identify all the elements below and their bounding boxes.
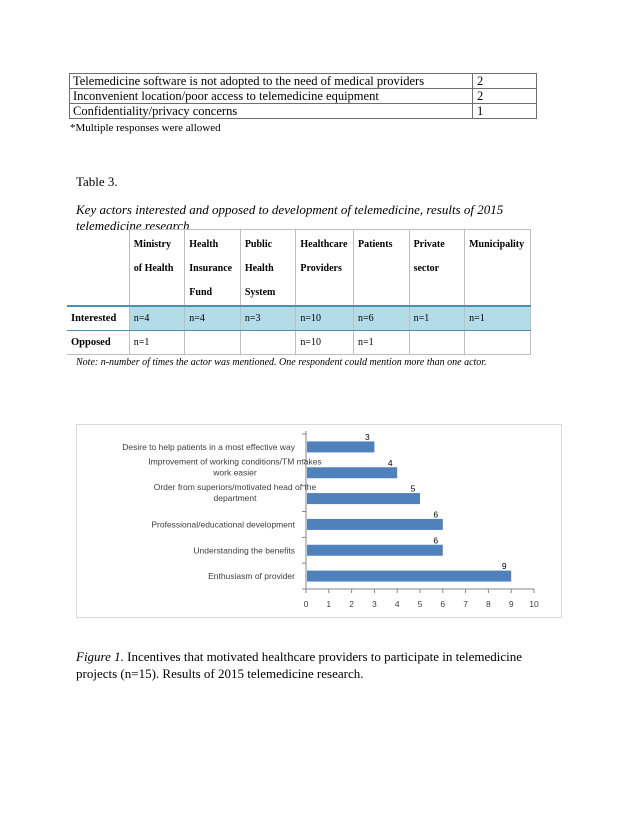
figure-label: Figure 1. (76, 649, 124, 664)
table-cell: n=6 (354, 306, 410, 331)
barrier-count: 2 (473, 89, 537, 104)
header-ministry-of-health: Ministry of Health (129, 230, 185, 307)
category-label: Enthusiasm of provider (208, 571, 295, 582)
category-label: Order from superiors/motivated head of the (153, 482, 317, 493)
x-tick-label: 1 (326, 599, 332, 609)
table-note: Note: n-number of times the actor was mentioned. One respondent could mention more than one actor. (76, 357, 487, 368)
bar (307, 441, 374, 452)
header-municipality: Municipality (465, 230, 531, 307)
data-label: 6 (433, 535, 439, 546)
barrier-count: 1 (473, 104, 537, 119)
x-tick-label: 8 (486, 599, 491, 609)
table-cell (240, 331, 296, 355)
category-label: Professional/educational development (151, 519, 295, 530)
header-patients: Patients (354, 230, 410, 307)
table-row (70, 74, 537, 89)
figure-caption-text: Incentives that motivated healthcare providers to participate in telemedicine projects (n=15). Results of 2015 telemedicine research. (76, 649, 523, 681)
category-label: department (213, 493, 257, 504)
barrier-count: 2 (473, 74, 537, 89)
figure-caption (76, 648, 566, 682)
barrier-label: Telemedicine software is not adopted to the need of medical providers (70, 74, 473, 89)
barriers-table (69, 73, 537, 119)
table-cell: n=1 (354, 331, 410, 355)
x-tick-label: 2 (349, 599, 354, 609)
table-caption: Key actors interested and opposed to development of telemedicine, results of 2015 telemedicine research (76, 202, 504, 233)
header-health-insurance-fund: Health Insurance Fund (185, 230, 241, 307)
table-row-opposed (67, 331, 531, 355)
table-note: *Multiple responses were allowed (70, 122, 221, 134)
bar (307, 493, 420, 504)
row-label: Interested (67, 306, 129, 331)
table-cell: n=4 (129, 306, 185, 331)
table-row (70, 89, 537, 104)
table-title: Table 3. (76, 174, 118, 189)
bar (307, 519, 443, 530)
barrier-label: Confidentiality/privacy concerns (70, 104, 473, 119)
table-row-interested (67, 306, 531, 331)
category-label: work easier (213, 467, 257, 478)
table-cell (409, 331, 465, 355)
bar (307, 571, 511, 582)
table-cell: n=10 (296, 331, 354, 355)
category-label: Desire to help patients in a most effective way (122, 441, 295, 452)
bar (307, 467, 397, 478)
data-label: 6 (433, 509, 439, 520)
key-actors-table (67, 229, 531, 355)
incentives-chart (76, 424, 562, 618)
header-healthcare-providers: Healthcare Providers (296, 230, 354, 307)
data-label: 3 (365, 431, 370, 442)
bar (307, 545, 443, 556)
table-cell (185, 331, 241, 355)
x-tick-label: 6 (440, 599, 446, 609)
table-cell: n=1 (409, 306, 465, 331)
table-row (70, 104, 537, 119)
data-label: 9 (501, 561, 507, 572)
chart-svg (77, 425, 561, 617)
x-tick-label: 4 (394, 599, 400, 609)
table-cell: n=1 (129, 331, 185, 355)
x-tick-label: 3 (372, 599, 377, 609)
table-cell: n=1 (465, 306, 531, 331)
x-tick-label: 9 (508, 599, 514, 609)
header-row (67, 230, 531, 307)
table-cell: n=10 (296, 306, 354, 331)
data-label: 5 (410, 483, 416, 494)
table-cell: n=4 (185, 306, 241, 331)
header-private-sector: Private sector (409, 230, 465, 307)
x-tick-label: 10 (529, 599, 539, 609)
x-tick-label: 5 (417, 599, 423, 609)
x-tick-label: 7 (463, 599, 468, 609)
row-label: Opposed (67, 331, 129, 355)
corner-cell (67, 230, 129, 307)
header-public-health-system: Public Health System (240, 230, 296, 307)
category-label: Improvement of working conditions/TM makes (148, 456, 322, 467)
table-cell: n=3 (240, 306, 296, 331)
category-label: Understanding the benefits (193, 545, 295, 556)
barrier-label: Inconvenient location/poor access to telemedicine equipment (70, 89, 473, 104)
data-label: 4 (387, 457, 393, 468)
table-cell (465, 331, 531, 355)
x-tick-label: 0 (303, 599, 309, 609)
